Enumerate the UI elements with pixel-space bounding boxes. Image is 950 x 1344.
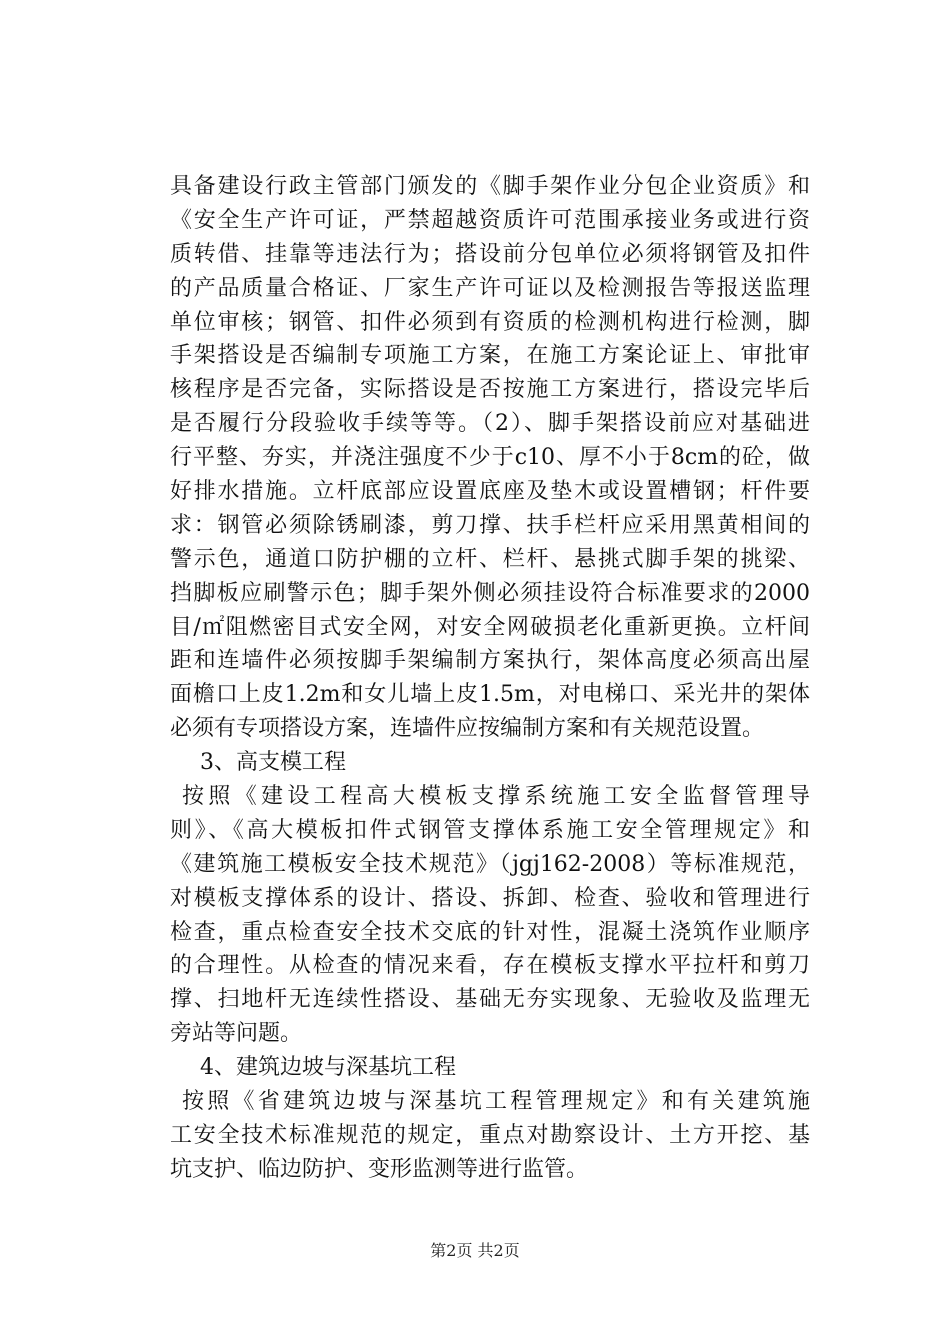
text-line: 的产品质量合格证、厂家生产许可证以及检测报告等报送监理 (170, 275, 810, 301)
text-line: 旁站等问题。 (170, 1021, 303, 1047)
text-line: 具备建设行政主管部门颁发的《脚手架作业分包企业资质》和 (170, 174, 810, 199)
text-line: 好排水措施。立杆底部应设置底座及垫木或设置槽钢；杆件要 (170, 479, 810, 505)
text-line: 距和连墙件必须按脚手架编制方案执行，架体高度必须高出屋 (170, 648, 810, 674)
text-line: 单位审核；钢管、扣件必须到有资质的检测机构进行检测，脚 (170, 309, 810, 335)
text-line: 的合理性。从检查的情况来看，存在模板支撑水平拉杆和剪刀 (170, 953, 810, 979)
section-heading: 4、建筑边坡与深基坑工程 (200, 1055, 456, 1081)
text-line: 核程序是否完备，实际搭设是否按施工方案进行，搭设完毕后 (170, 377, 810, 403)
text-line: 按照《省建筑边坡与深基坑工程管理规定》和有关建筑施 (182, 1089, 810, 1115)
text-line: 检查，重点检查安全技术交底的针对性，混凝土浇筑作业顺序 (170, 919, 810, 945)
text-line: 坑支护、临边防护、变形监测等进行监管。 (170, 1156, 589, 1182)
text-line: 《安全生产许可证，严禁超越资质许可范围承接业务或进行资 (170, 207, 810, 233)
text-line: 按照《建设工程高大模板支撑系统施工安全监督管理导 (182, 784, 810, 810)
document-body (170, 170, 810, 1187)
section-heading: 3、高支模工程 (200, 750, 346, 776)
page-number-footer: 第2页 共2页 (430, 1241, 520, 1260)
text-line: 面檐口上皮1.2m和女儿墙上皮1.5m，对电梯口、采光井的架体 (170, 682, 810, 708)
text-line: 撑、扫地杆无连续性搭设、基础无夯实现象、无验收及监理无 (170, 987, 810, 1013)
text-line: 工安全技术标准规范的规定，重点对勘察设计、土方开挖、基 (170, 1122, 810, 1148)
text-line: 对模板支撑体系的设计、搭设、拆卸、检查、验收和管理进行 (170, 885, 810, 911)
text-line: 则》、《高大模板扣件式钢管支撑体系施工安全管理规定》和 (170, 817, 810, 843)
text-line: 挡脚板应刷警示色；脚手架外侧必须挂设符合标准要求的2000 (170, 580, 810, 606)
text-line: 是否履行分段验收手续等等。（2）、脚手架搭设前应对基础进 (170, 411, 810, 437)
text-line: 求：钢管必须除锈刷漆，剪刀撑、扶手栏杆应采用黑黄相间的 (170, 512, 810, 538)
text-line: 质转借、挂靠等违法行为；搭设前分包单位必须将钢管及扣件 (170, 241, 810, 267)
text-line: 手架搭设是否编制专项施工方案，在施工方案论证上、审批审 (170, 343, 810, 369)
text-line: 目/㎡阻燃密目式安全网，对安全网破损老化重新更换。立杆间 (170, 614, 810, 640)
text-line: 警示色，通道口防护棚的立杆、栏杆、悬挑式脚手架的挑梁、 (170, 546, 810, 572)
text-line: 《建筑施工模板安全技术规范》（jgj162-2008）等标准规范， (170, 851, 810, 877)
text-line: 行平整、夯实，并浇注强度不少于c10、厚不小于8cm的砼，做 (170, 445, 810, 471)
text-line: 必须有专项搭设方案，连墙件应按编制方案和有关规范设置。 (170, 716, 765, 742)
